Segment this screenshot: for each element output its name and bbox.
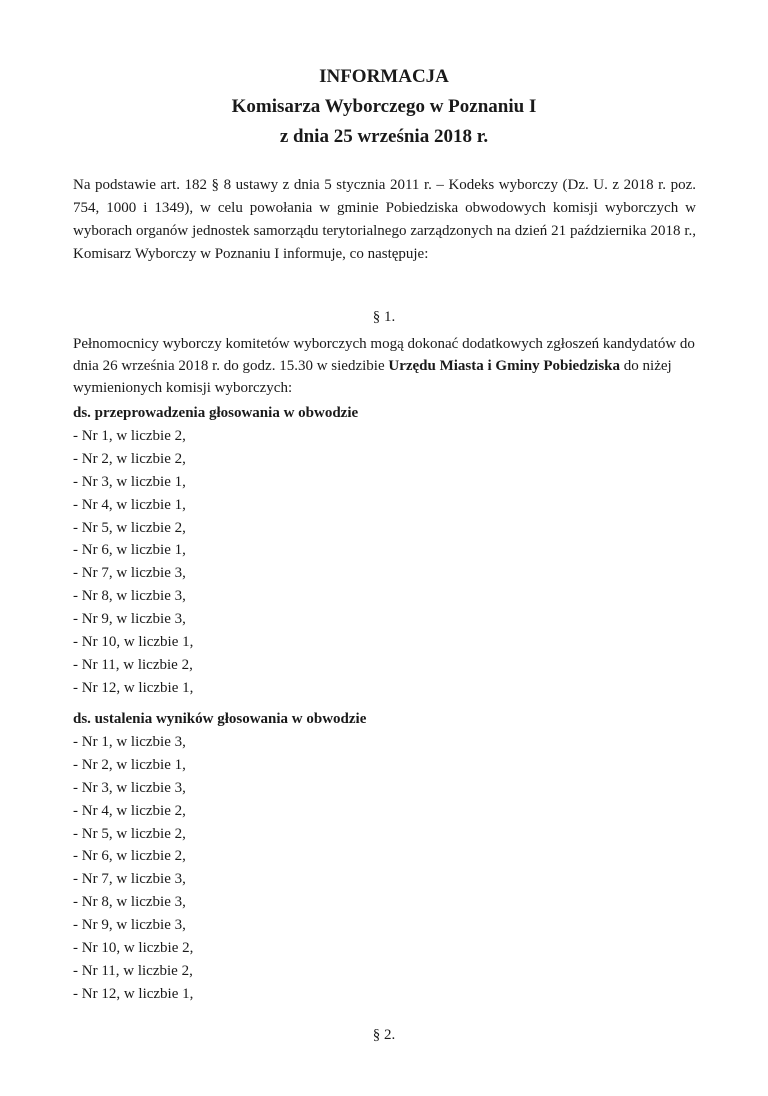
list-item: - Nr 11, w liczbie 2, xyxy=(73,962,193,979)
list-item: - Nr 5, w liczbie 2, xyxy=(73,519,186,536)
document-issuer: Komisarza Wyborczego w Poznaniu I xyxy=(231,96,537,117)
list-item: - Nr 9, w liczbie 3, xyxy=(73,611,186,628)
section-1-office-name: Urzędu Miasta i Gminy Pobiedziska xyxy=(388,358,621,374)
results-voting-list xyxy=(73,708,366,1006)
list-item: - Nr 7, w liczbie 3, xyxy=(73,871,186,888)
list-item: - Nr 1, w liczbie 3, xyxy=(73,733,186,750)
list-item: - Nr 10, w liczbie 2, xyxy=(73,940,194,957)
list-item: - Nr 2, w liczbie 2, xyxy=(73,450,186,467)
conduct-voting-list xyxy=(73,402,358,700)
list-item: - Nr 1, w liczbie 2, xyxy=(73,427,186,444)
list-item: - Nr 10, w liczbie 1, xyxy=(73,634,194,651)
document-title: INFORMACJA xyxy=(319,66,449,87)
section-1-text xyxy=(73,333,713,399)
list-item: - Nr 4, w liczbie 1, xyxy=(73,496,186,513)
list-item: - Nr 5, w liczbie 2, xyxy=(73,825,186,842)
list-item: - Nr 3, w liczbie 1, xyxy=(73,473,186,490)
section-2-number: § 2. xyxy=(372,1027,396,1043)
list-item: - Nr 12, w liczbie 1, xyxy=(73,679,194,696)
section-1-text-before: Pełnomocnicy wyborczy komitetów wyborczych mogą dokonać dodatkowych zgłoszeń kandydatów do dnia 26 września 2018 r. do godz. 15.30 w siedzibie xyxy=(73,336,695,374)
list-item: - Nr 6, w liczbie 2, xyxy=(73,848,186,865)
list-item: - Nr 8, w liczbie 3, xyxy=(73,588,186,605)
intro-paragraph: Na podstawie art. 182 § 8 ustawy z dnia 5 stycznia 2011 r. – Kodeks wyborczy (Dz. U. z 2018 r. poz. 754, 1000 i 1349), w celu powołania w gminie Pobiedziska obwodowych komisji wyborczych w wyborach organów jednostek samorządu terytorialnego zarządzonych na dzień 21 października 2018 r., Komisarz Wyborczy w Poznaniu I informuje, co następuje: xyxy=(73,177,696,262)
list-item: - Nr 8, w liczbie 3, xyxy=(73,894,186,911)
list-item: - Nr 7, w liczbie 3, xyxy=(73,565,186,582)
list-item: - Nr 12, w liczbie 1, xyxy=(73,985,194,1002)
section-1-text-after: do niżej wymienionych komisji wyborczych: xyxy=(73,358,672,396)
results-voting-heading: ds. ustalenia wyników głosowania w obwodzie xyxy=(73,711,367,727)
list-item: - Nr 11, w liczbie 2, xyxy=(73,656,193,673)
list-item: - Nr 4, w liczbie 2, xyxy=(73,802,186,819)
conduct-voting-heading: ds. przeprowadzenia głosowania w obwodzie xyxy=(73,405,359,421)
document-date: z dnia 25 września 2018 r. xyxy=(279,126,489,147)
list-item: - Nr 3, w liczbie 3, xyxy=(73,779,186,796)
section-1-number: § 1. xyxy=(372,309,396,325)
list-item: - Nr 9, w liczbie 3, xyxy=(73,917,186,934)
document-header xyxy=(0,62,768,152)
list-item: - Nr 2, w liczbie 1, xyxy=(73,756,186,773)
list-item: - Nr 6, w liczbie 1, xyxy=(73,542,186,559)
